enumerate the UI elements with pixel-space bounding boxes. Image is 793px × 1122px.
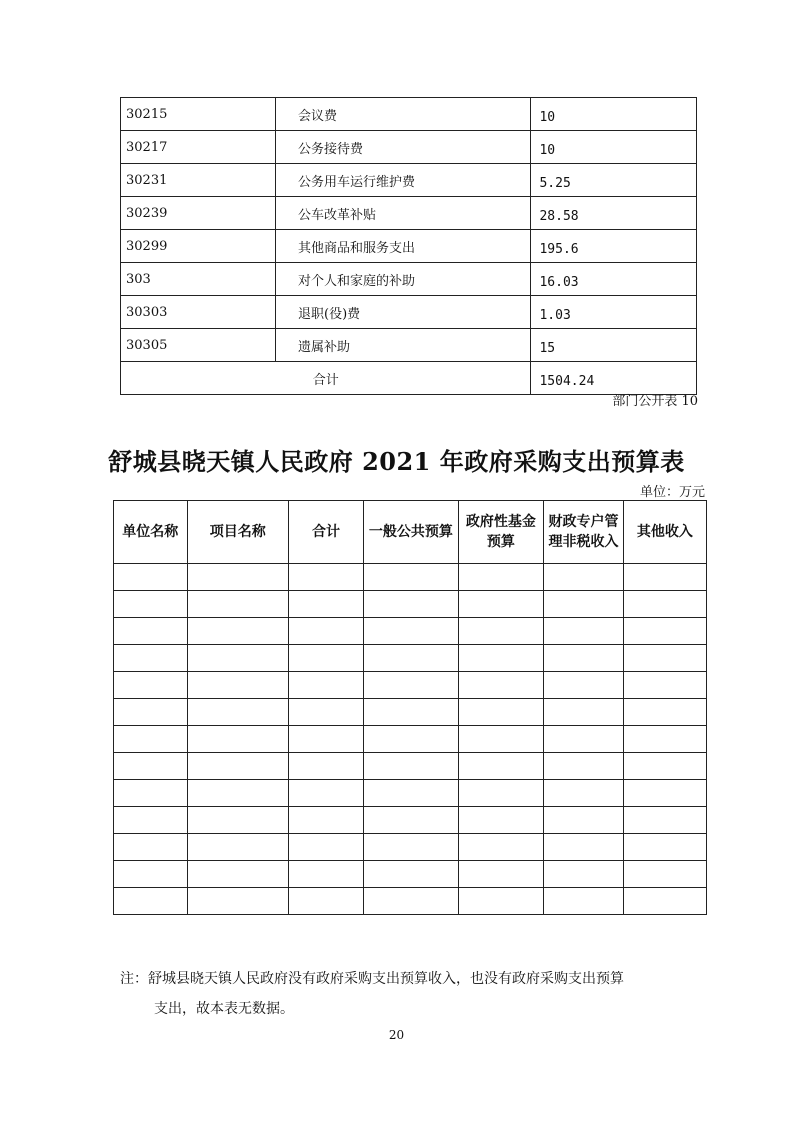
empty-cell [187,834,288,861]
empty-data-row [114,618,707,645]
empty-cell [544,591,624,618]
empty-cell [364,753,458,780]
empty-cell [288,834,363,861]
expense-name-cell: 其他商品和服务支出 [276,230,531,263]
empty-cell [364,618,458,645]
expense-name-cell: 退职(役)费 [276,296,531,329]
empty-cell [114,780,188,807]
expense-row [121,164,697,197]
empty-data-row [114,888,707,915]
empty-cell [544,888,624,915]
expense-row [121,98,697,131]
empty-cell [458,861,544,888]
empty-cell [187,699,288,726]
expense-row [121,230,697,263]
empty-cell [458,564,544,591]
empty-cell [623,861,706,888]
expense-amount-cell: 1.03 [531,296,697,329]
expense-code-cell: 30215 [121,98,276,131]
empty-data-row [114,699,707,726]
footnote-line-2: 支出，故本表无数据。 [154,1001,294,1017]
empty-cell [544,672,624,699]
procurement-table-body [114,564,707,915]
empty-cell [364,780,458,807]
expense-name-cell: 遗属补助 [276,329,531,362]
empty-cell [364,807,458,834]
empty-cell [458,591,544,618]
empty-cell [364,726,458,753]
empty-cell [288,699,363,726]
empty-cell [458,672,544,699]
expense-code-cell: 303 [121,263,276,296]
empty-cell [288,618,363,645]
total-amount-cell: 1504.24 [531,362,697,395]
empty-cell [364,672,458,699]
empty-cell [623,645,706,672]
header-cell: 一般公共预算 [364,501,458,564]
expense-code-cell: 30217 [121,131,276,164]
footnote-line-1: 注：舒城县晓天镇人民政府没有政府采购支出预算收入，也没有政府采购支出预算 [120,971,624,987]
empty-cell [187,780,288,807]
empty-cell [623,699,706,726]
empty-cell [623,780,706,807]
empty-cell [458,699,544,726]
empty-cell [114,753,188,780]
empty-cell [623,618,706,645]
empty-data-row [114,726,707,753]
empty-cell [114,807,188,834]
empty-cell [364,861,458,888]
empty-cell [544,726,624,753]
expense-code-cell: 30239 [121,197,276,230]
expense-total-row [121,362,697,395]
empty-cell [114,591,188,618]
expense-table [120,97,697,395]
empty-cell [544,834,624,861]
empty-cell [288,645,363,672]
expense-code-cell: 30305 [121,329,276,362]
unit-label: 单位：万元 [639,485,705,500]
expense-amount-cell: 28.58 [531,197,697,230]
empty-cell [114,699,188,726]
empty-cell [623,726,706,753]
empty-cell [623,807,706,834]
expense-name-cell: 公务用车运行维护费 [276,164,531,197]
empty-cell [458,807,544,834]
empty-cell [187,564,288,591]
procurement-budget-table [113,500,707,915]
empty-cell [288,591,363,618]
empty-cell [544,753,624,780]
empty-data-row [114,834,707,861]
empty-cell [544,807,624,834]
empty-cell [364,564,458,591]
empty-cell [458,645,544,672]
empty-data-row [114,753,707,780]
empty-cell [288,672,363,699]
header-cell: 政府性基金预算 [458,501,544,564]
empty-cell [623,672,706,699]
empty-cell [458,753,544,780]
empty-cell [623,834,706,861]
empty-cell [364,591,458,618]
expense-name-cell: 会议费 [276,98,531,131]
empty-cell [187,672,288,699]
total-label-cell: 合计 [121,362,531,395]
table-number-label: 部门公开表 10 [612,394,698,409]
expense-amount-cell: 16.03 [531,263,697,296]
empty-data-row [114,564,707,591]
expense-code-cell: 30231 [121,164,276,197]
empty-data-row [114,672,707,699]
empty-cell [288,861,363,888]
empty-cell [114,564,188,591]
empty-cell [288,753,363,780]
expense-row [121,263,697,296]
expense-amount-cell: 195.6 [531,230,697,263]
empty-cell [114,645,188,672]
empty-cell [364,834,458,861]
empty-cell [544,645,624,672]
expense-amount-cell: 10 [531,98,697,131]
page-title: 舒城县晓天镇人民政府 2021 年政府采购支出预算表 [108,447,685,476]
empty-cell [288,726,363,753]
header-cell: 其他收入 [623,501,706,564]
expense-name-cell: 公务接待费 [276,131,531,164]
header-cell: 单位名称 [114,501,188,564]
empty-cell [544,861,624,888]
expense-row [121,197,697,230]
empty-data-row [114,780,707,807]
header-cell: 财政专户管理非税收入 [544,501,624,564]
empty-cell [187,888,288,915]
empty-cell [288,888,363,915]
empty-cell [187,726,288,753]
expense-row [121,296,697,329]
empty-cell [288,564,363,591]
footnote [120,964,710,1024]
empty-data-row [114,861,707,888]
expense-row [121,131,697,164]
header-cell: 合计 [288,501,363,564]
empty-cell [288,780,363,807]
empty-cell [114,618,188,645]
empty-cell [544,699,624,726]
empty-cell [187,861,288,888]
empty-cell [458,618,544,645]
expense-amount-cell: 15 [531,329,697,362]
empty-data-row [114,807,707,834]
empty-cell [114,834,188,861]
expense-amount-cell: 5.25 [531,164,697,197]
expense-name-cell: 对个人和家庭的补助 [276,263,531,296]
empty-cell [114,861,188,888]
expense-amount-cell: 10 [531,131,697,164]
procurement-header-row [114,501,707,564]
empty-cell [623,888,706,915]
empty-cell [187,807,288,834]
header-cell: 项目名称 [187,501,288,564]
empty-cell [544,618,624,645]
empty-cell [364,645,458,672]
page-number: 20 [388,1028,405,1042]
empty-cell [187,645,288,672]
expense-row [121,329,697,362]
empty-cell [458,834,544,861]
empty-cell [544,564,624,591]
empty-cell [458,780,544,807]
empty-cell [288,807,363,834]
empty-cell [544,780,624,807]
empty-cell [187,591,288,618]
empty-cell [114,672,188,699]
empty-cell [114,888,188,915]
empty-cell [458,888,544,915]
expense-name-cell: 公车改革补贴 [276,197,531,230]
empty-cell [458,726,544,753]
empty-data-row [114,591,707,618]
expense-table-body [121,98,697,395]
expense-code-cell: 30299 [121,230,276,263]
empty-data-row [114,645,707,672]
empty-cell [114,726,188,753]
empty-cell [364,888,458,915]
empty-cell [623,753,706,780]
empty-cell [623,564,706,591]
empty-cell [364,699,458,726]
empty-cell [187,618,288,645]
empty-cell [623,591,706,618]
expense-code-cell: 30303 [121,296,276,329]
empty-cell [187,753,288,780]
